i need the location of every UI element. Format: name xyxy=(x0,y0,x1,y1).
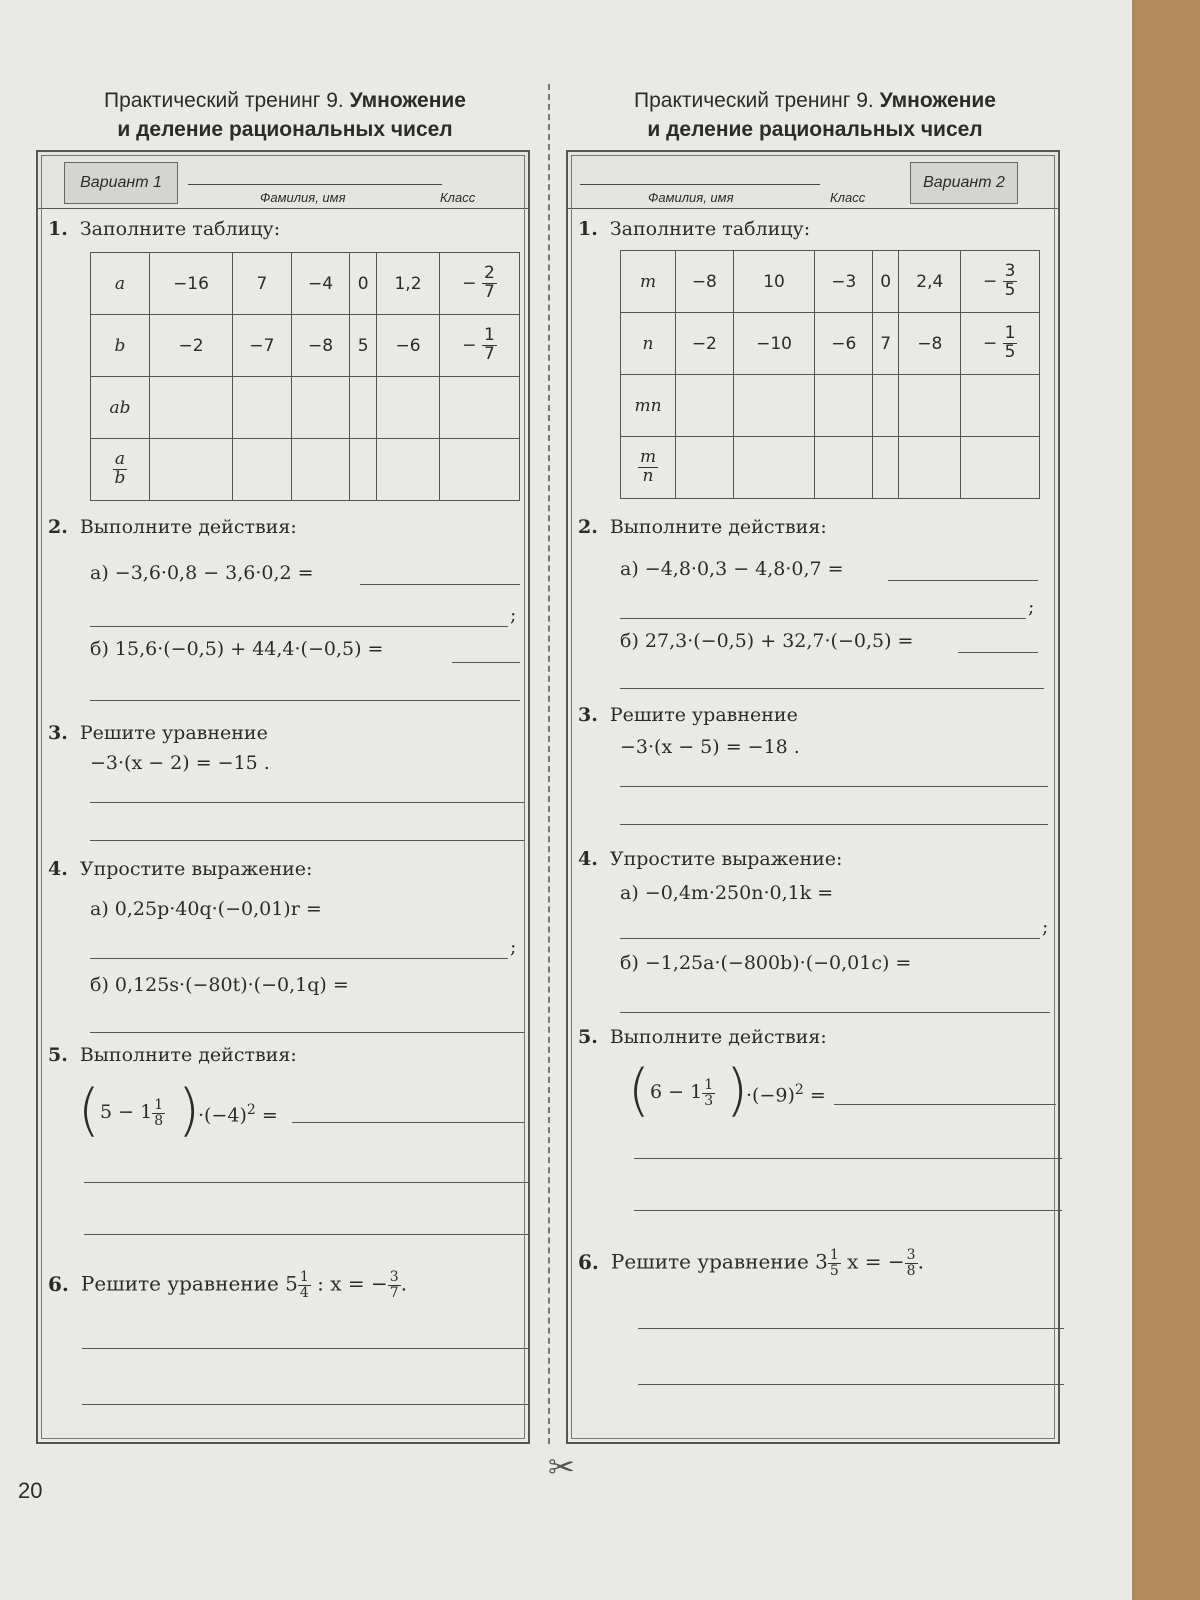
answer-cell[interactable] xyxy=(733,437,815,499)
semicolon: ; xyxy=(1028,596,1035,618)
fraction xyxy=(482,327,497,364)
answer-line[interactable] xyxy=(638,1384,1064,1385)
task-text: Решите уравнение xyxy=(80,1271,279,1296)
answer-cell[interactable] xyxy=(961,375,1040,437)
equals: = xyxy=(803,1084,826,1107)
semicolon: ; xyxy=(510,936,517,958)
cut-line xyxy=(548,84,550,1444)
task-2a-expression: а) −3,6·0,8 − 3,6·0,2 = xyxy=(90,562,314,584)
answer-cell[interactable] xyxy=(291,377,350,439)
numerator: 2 xyxy=(483,263,495,284)
table-cell: 0 xyxy=(873,251,899,313)
task-text: Упростите выражение: xyxy=(609,848,843,870)
task-2b-expression: б) 15,6·(−0,5) + 44,4·(−0,5) = xyxy=(90,638,384,660)
answer-line[interactable] xyxy=(834,1104,1056,1105)
table-cell: −8 xyxy=(676,251,734,313)
answer-cell[interactable] xyxy=(961,437,1040,499)
table-cell-fraction xyxy=(440,315,520,377)
left-paren: ( xyxy=(78,1078,100,1143)
fraction xyxy=(702,1078,715,1108)
task-2 xyxy=(48,516,297,538)
task-3-equation: −3·(x − 2) = −15 . xyxy=(90,752,270,774)
task-text: Заполните таблицу: xyxy=(79,218,281,240)
task-number: 6. xyxy=(578,1249,599,1274)
expr-part: 6 − 1 xyxy=(650,1081,703,1104)
answer-cell[interactable] xyxy=(676,375,734,437)
answer-cell[interactable] xyxy=(440,377,520,439)
denominator: 8 xyxy=(154,1112,164,1129)
answer-cell[interactable] xyxy=(150,439,233,501)
fraction xyxy=(638,449,658,486)
title-bold: Умножение xyxy=(349,89,466,112)
answer-cell[interactable] xyxy=(350,377,377,439)
answer-line[interactable] xyxy=(82,1348,528,1349)
table-cell: −7 xyxy=(233,315,292,377)
answer-cell[interactable] xyxy=(150,377,233,439)
equals: = xyxy=(255,1104,278,1127)
task-number: 2. xyxy=(578,516,598,538)
answer-cell[interactable] xyxy=(733,375,815,437)
answer-line[interactable] xyxy=(958,652,1038,653)
answer-line[interactable] xyxy=(452,662,520,663)
answer-line[interactable] xyxy=(90,958,508,959)
numerator: 3 xyxy=(1004,261,1016,282)
row-label: mn xyxy=(621,375,676,437)
answer-line[interactable] xyxy=(90,700,520,701)
task-4 xyxy=(48,858,312,880)
class-caption: Класс xyxy=(830,190,866,205)
table-cell: −8 xyxy=(899,313,961,375)
denominator: 7 xyxy=(389,1284,399,1301)
answer-cell[interactable] xyxy=(440,439,520,501)
title-plain: Практический тренинг 9. xyxy=(634,89,874,112)
answer-line[interactable] xyxy=(90,626,508,627)
task-text: Выполните действия: xyxy=(79,516,297,538)
row-label: ab xyxy=(91,377,150,439)
denominator: 4 xyxy=(299,1284,309,1301)
numerator: 1 xyxy=(299,1269,309,1285)
name-caption: Фамилия, имя xyxy=(260,190,346,205)
semicolon: ; xyxy=(510,604,517,626)
task-5-tail xyxy=(746,1082,826,1106)
task-3 xyxy=(48,722,268,744)
fraction xyxy=(388,1270,401,1300)
answer-cell[interactable] xyxy=(873,437,899,499)
table-cell: −16 xyxy=(150,253,233,315)
name-field[interactable] xyxy=(188,184,442,185)
denominator: 7 xyxy=(483,282,495,302)
answer-cell[interactable] xyxy=(873,375,899,437)
answer-line[interactable] xyxy=(84,1234,528,1235)
answer-cell[interactable] xyxy=(233,439,292,501)
answer-line[interactable] xyxy=(620,688,1044,689)
expr-part: 5 − 1 xyxy=(100,1101,153,1124)
denominator: n xyxy=(642,466,654,486)
task-number: 1. xyxy=(578,218,598,240)
card-header xyxy=(38,152,528,209)
answer-line[interactable] xyxy=(638,1328,1064,1329)
task-1 xyxy=(578,218,810,240)
scissors-icon: ✂ xyxy=(548,1448,575,1486)
answer-cell[interactable] xyxy=(815,375,873,437)
task-4a-expression: а) −0,4m·250n·0,1k = xyxy=(620,882,834,904)
row-label: a xyxy=(91,253,150,315)
exponent: 2 xyxy=(794,1082,804,1098)
task-2b-expression: б) 27,3·(−0,5) + 32,7·(−0,5) = xyxy=(620,630,914,652)
numerator: 1 xyxy=(1004,323,1016,344)
table-row xyxy=(621,313,1040,375)
minus-sign: − xyxy=(982,333,998,354)
answer-line[interactable] xyxy=(620,618,1026,619)
table-cell: 10 xyxy=(733,251,815,313)
left-paren: ( xyxy=(628,1058,650,1123)
title-plain: Практический тренинг 9. xyxy=(104,89,344,112)
answer-cell[interactable] xyxy=(291,439,350,501)
answer-line[interactable] xyxy=(90,840,524,841)
answer-line[interactable] xyxy=(634,1210,1062,1211)
task-4b-expression: б) 0,125s·(−80t)·(−0,1q) = xyxy=(90,974,349,996)
task-1 xyxy=(48,218,280,240)
task-2 xyxy=(578,516,827,538)
task-number: 3. xyxy=(48,722,68,744)
row-label: m xyxy=(621,251,676,313)
task-text: Заполните таблицу: xyxy=(609,218,811,240)
expr-part: ·(−9) xyxy=(746,1084,795,1107)
answer-line[interactable] xyxy=(360,584,520,585)
numerator: 1 xyxy=(704,1077,714,1093)
task-2a-expression: а) −4,8·0,3 − 4,8·0,7 = xyxy=(620,558,844,580)
answer-line[interactable] xyxy=(620,824,1048,825)
fill-table xyxy=(620,250,1040,499)
task-6 xyxy=(578,1248,924,1278)
name-field[interactable] xyxy=(580,184,820,185)
table-row xyxy=(91,439,520,501)
fraction xyxy=(482,265,497,302)
table-row xyxy=(621,437,1040,499)
answer-cell[interactable] xyxy=(376,439,439,501)
class-caption: Класс xyxy=(440,190,476,205)
table-cell: 0 xyxy=(350,253,377,315)
table-cell-fraction xyxy=(961,251,1040,313)
task-number: 4. xyxy=(48,858,68,880)
task-3 xyxy=(578,704,798,726)
minus-sign: − xyxy=(462,273,477,294)
minus-sign: − xyxy=(462,335,477,356)
answer-cell[interactable] xyxy=(233,377,292,439)
fraction xyxy=(152,1098,165,1128)
expr-part: : x = − xyxy=(310,1271,388,1296)
title-bold-line2: и деление рациональных чисел xyxy=(647,118,983,141)
task-number: 5. xyxy=(578,1026,598,1048)
period: . xyxy=(400,1271,408,1296)
task-text: Решите уравнение xyxy=(609,704,798,726)
title-bold: Умножение xyxy=(879,89,996,112)
answer-line[interactable] xyxy=(90,802,524,803)
fraction xyxy=(1003,325,1018,362)
answer-line[interactable] xyxy=(634,1158,1062,1159)
task-text: Выполните действия: xyxy=(609,516,827,538)
table-row xyxy=(621,375,1040,437)
fraction xyxy=(828,1248,841,1278)
right-paren: ) xyxy=(726,1058,748,1123)
table-cell: 5 xyxy=(350,315,377,377)
task-5 xyxy=(578,1026,827,1048)
variant-label: Вариант 1 xyxy=(64,162,178,204)
answer-cell[interactable] xyxy=(899,437,961,499)
table-cell: −10 xyxy=(733,313,815,375)
answer-cell[interactable] xyxy=(815,437,873,499)
answer-line[interactable] xyxy=(620,938,1040,939)
denominator: 8 xyxy=(906,1262,916,1279)
row-label-fraction xyxy=(621,437,676,499)
fill-table xyxy=(90,252,520,501)
mixed-whole: 5 xyxy=(285,1271,298,1296)
mixed-whole: 3 xyxy=(815,1249,828,1274)
row-label-fraction xyxy=(91,439,150,501)
table-cell: −2 xyxy=(676,313,734,375)
task-4a-expression: а) 0,25p·40q·(−0,01)r = xyxy=(90,898,322,920)
answer-line[interactable] xyxy=(292,1122,524,1123)
row-label: n xyxy=(621,313,676,375)
numerator: 1 xyxy=(483,325,495,346)
numerator: 1 xyxy=(154,1097,164,1113)
table-cell-fraction xyxy=(961,313,1040,375)
task-text: Упростите выражение: xyxy=(79,858,313,880)
table-row xyxy=(91,377,520,439)
right-paren: ) xyxy=(178,1078,200,1143)
fraction xyxy=(113,451,128,488)
table-cell: −6 xyxy=(815,313,873,375)
answer-cell[interactable] xyxy=(899,375,961,437)
denominator: b xyxy=(114,468,126,488)
table-cell: −2 xyxy=(150,315,233,377)
task-5-tail xyxy=(198,1102,278,1126)
task-number: 4. xyxy=(578,848,598,870)
task-5 xyxy=(48,1044,297,1066)
answer-line[interactable] xyxy=(90,1032,524,1033)
table-cell: −6 xyxy=(376,315,439,377)
minus-sign: − xyxy=(982,271,998,292)
answer-line[interactable] xyxy=(888,580,1038,581)
variant-label: Вариант 2 xyxy=(910,162,1018,204)
task-6 xyxy=(48,1270,407,1300)
card-title xyxy=(30,86,540,144)
task-number: 3. xyxy=(578,704,598,726)
answer-line[interactable] xyxy=(620,1012,1050,1013)
numerator: m xyxy=(639,447,657,468)
task-number: 2. xyxy=(48,516,68,538)
table-row xyxy=(91,253,520,315)
table-cell: −8 xyxy=(291,315,350,377)
fraction xyxy=(905,1248,918,1278)
fraction xyxy=(1003,263,1018,300)
task-text: Выполните действия: xyxy=(79,1044,297,1066)
task-3-equation: −3·(x − 5) = −18 . xyxy=(620,736,800,758)
task-number: 6. xyxy=(48,1271,69,1296)
table-cell: 7 xyxy=(233,253,292,315)
task-text: Выполните действия: xyxy=(609,1026,827,1048)
page-number: 20 xyxy=(18,1478,43,1503)
task-number: 5. xyxy=(48,1044,68,1066)
task-5-expression xyxy=(650,1078,715,1108)
task-4b-expression: б) −1,25a·(−800b)·(−0,01c) = xyxy=(620,952,912,974)
period: . xyxy=(917,1249,924,1274)
expr-part: x = − xyxy=(840,1249,905,1274)
fraction xyxy=(298,1270,311,1300)
row-label: b xyxy=(91,315,150,377)
expr-part: ·(−4) xyxy=(198,1104,247,1127)
card-frame xyxy=(36,150,530,1444)
table-cell-fraction xyxy=(440,253,520,315)
table-cell: −4 xyxy=(291,253,350,315)
numerator: a xyxy=(114,449,126,470)
table-cell: 1,2 xyxy=(376,253,439,315)
answer-line[interactable] xyxy=(84,1182,528,1183)
exponent: 2 xyxy=(246,1102,256,1118)
denominator: 5 xyxy=(1004,342,1016,362)
table-cell: 7 xyxy=(873,313,899,375)
task-text: Решите уравнение xyxy=(610,1249,809,1274)
denominator: 3 xyxy=(704,1092,714,1109)
answer-cell[interactable] xyxy=(376,377,439,439)
title-bold-line2: и деление рациональных чисел xyxy=(117,118,453,141)
table-cell: 2,4 xyxy=(899,251,961,313)
denominator: 7 xyxy=(483,344,495,364)
answer-line[interactable] xyxy=(620,786,1048,787)
task-5-expression xyxy=(100,1098,165,1128)
answer-cell[interactable] xyxy=(350,439,377,501)
semicolon: ; xyxy=(1042,916,1049,938)
numerator: 3 xyxy=(389,1269,399,1285)
numerator: 1 xyxy=(829,1247,839,1263)
task-4 xyxy=(578,848,842,870)
card-frame xyxy=(566,150,1060,1444)
answer-line[interactable] xyxy=(82,1404,528,1405)
table-row xyxy=(621,251,1040,313)
denominator: 5 xyxy=(829,1262,839,1279)
task-number: 1. xyxy=(48,218,68,240)
table-row xyxy=(91,315,520,377)
card-header xyxy=(568,152,1058,209)
answer-cell[interactable] xyxy=(676,437,734,499)
card-title xyxy=(560,86,1070,144)
table-cell: −3 xyxy=(815,251,873,313)
numerator: 3 xyxy=(906,1247,916,1263)
name-caption: Фамилия, имя xyxy=(648,190,734,205)
denominator: 5 xyxy=(1004,280,1016,300)
task-text: Решите уравнение xyxy=(79,722,268,744)
